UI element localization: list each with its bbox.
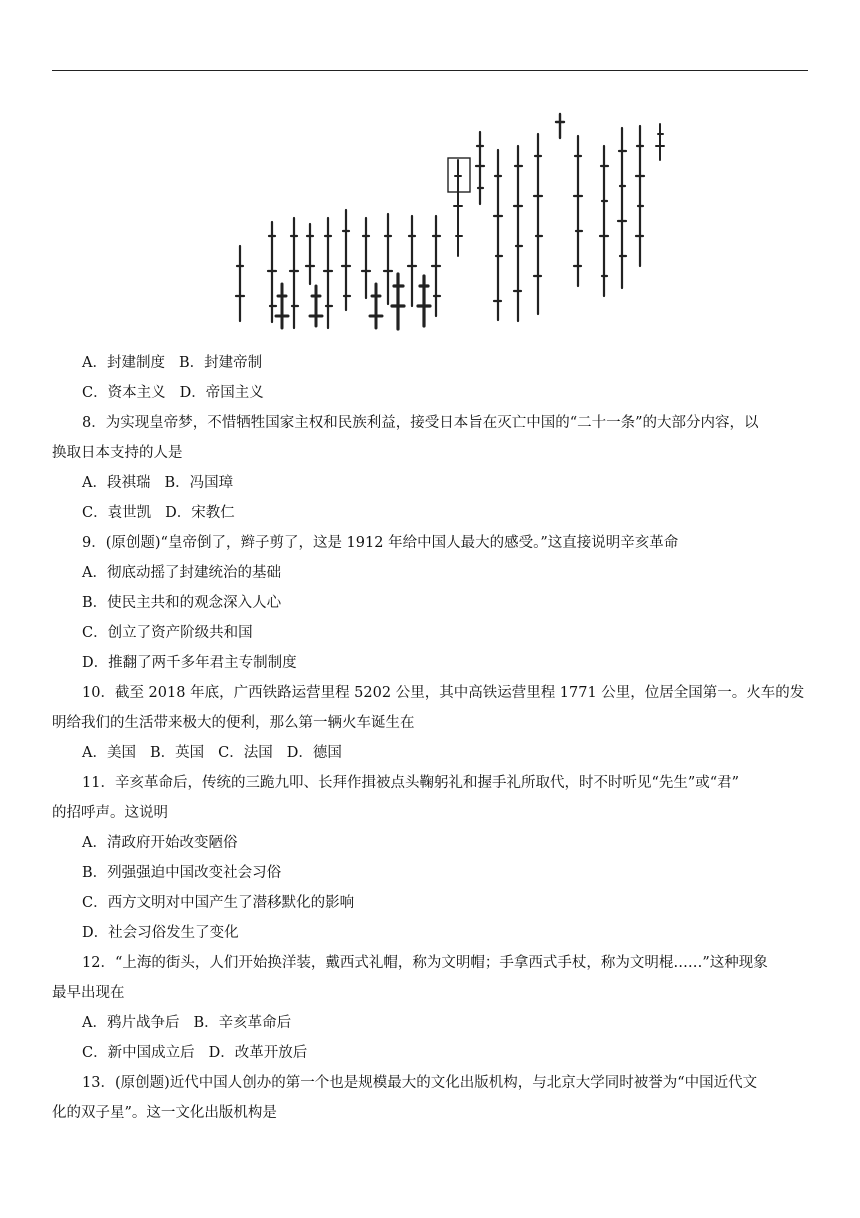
q10-option-d: D．德国	[286, 745, 342, 761]
header-rule	[52, 70, 808, 71]
q12-stem-line-1: 12．“上海的街头，人们开始换洋装，戴西式礼帽，称为文明帽；手拿西式手杖，称为文明棍……”这种现象	[82, 955, 768, 971]
q7-option-c: C．资本主义	[82, 385, 166, 401]
q8-option-b: B．冯国璋	[164, 475, 234, 491]
q13-stem-line-1: 13．(原创题)近代中国人创办的第一个也是规模最大的文化出版机构，与北京大学同时被誉为“中国近代文	[82, 1075, 758, 1091]
q7-option-d: D．帝国主义	[179, 385, 264, 401]
q11-stem-line-2: 的招呼声。这说明	[52, 805, 168, 821]
q11-option-c: C．西方文明对中国产生了潜移默化的影响	[82, 895, 355, 911]
q8-options-row-2	[52, 498, 808, 528]
q12-option-c: C．新中国成立后	[82, 1045, 195, 1061]
q7-options-row-2	[52, 378, 808, 408]
q8-option-d: D．宋教仁	[165, 505, 235, 521]
q8-stem-line-2: 换取日本支持的人是	[52, 445, 183, 461]
q8-options-row-1	[52, 468, 808, 498]
q13-stem-line-2: 化的双子星”。这一文化出版机构是	[52, 1105, 277, 1121]
q12-option-d: D．改革开放后	[208, 1045, 308, 1061]
q10-option-b: B．英国	[149, 745, 205, 761]
q9-option-b: B．使民主共和的观念深入人心	[82, 595, 282, 611]
q12-option-a: A．鸦片战争后	[82, 1015, 180, 1031]
handwritten-document-scan	[220, 106, 690, 338]
q11-option-b: B．列强强迫中国改变社会习俗	[82, 865, 282, 881]
q10-options-row-1	[52, 738, 808, 768]
q10-stem-line-2: 明给我们的生活带来极大的便利，那么第一辆火车诞生在	[52, 715, 415, 731]
q8-option-c: C．袁世凯	[82, 505, 152, 521]
q9-option-c: C．创立了资产阶级共和国	[82, 625, 253, 641]
q10-option-c: C．法国	[218, 745, 273, 761]
q10-stem-line-1: 10．截至 2018 年底，广西铁路运营里程 5202 公里，其中高铁运营里程 1771 公里，位居全国第一。火车的发	[82, 685, 805, 701]
abdication-edict-image	[220, 106, 690, 338]
q11-option-d: D．社会习俗发生了变化	[82, 925, 239, 941]
q8-stem-line-1: 8．为实现皇帝梦，不惜牺牲国家主权和民族利益，接受日本旨在灭亡中国的“二十一条”的大部分内容，以	[82, 415, 759, 431]
q12-stem-line-2: 最早出现在	[52, 985, 125, 1001]
q11-stem-line-1: 11．辛亥革命后，传统的三跪九叩、长拜作揖被点头鞠躬礼和握手礼所取代，时不时听见“先生”或“君”	[82, 775, 740, 791]
q7-option-b: B．封建帝制	[178, 355, 263, 371]
q11-option-a: A．清政府开始改变陋俗	[82, 835, 238, 851]
q9-stem-line-1: 9．(原创题)“皇帝倒了，辫子剪了，这是 1912 年给中国人最大的感受。”这直接说明辛亥革命	[82, 535, 679, 551]
q12-options-row-2	[52, 1038, 808, 1068]
q9-option-d: D．推翻了两千多年君主专制制度	[82, 655, 297, 671]
q12-option-b: B．辛亥革命后	[193, 1015, 292, 1031]
q7-options-row-1	[52, 348, 808, 378]
q8-option-a: A．段祺瑞	[82, 475, 151, 491]
q12-options-row-1	[52, 1008, 808, 1038]
exam-questions	[52, 348, 808, 1128]
q10-option-a: A．美国	[82, 745, 136, 761]
q7-option-a: A．封建制度	[82, 355, 165, 371]
q9-option-a: A．彻底动摇了封建统治的基础	[82, 565, 281, 581]
